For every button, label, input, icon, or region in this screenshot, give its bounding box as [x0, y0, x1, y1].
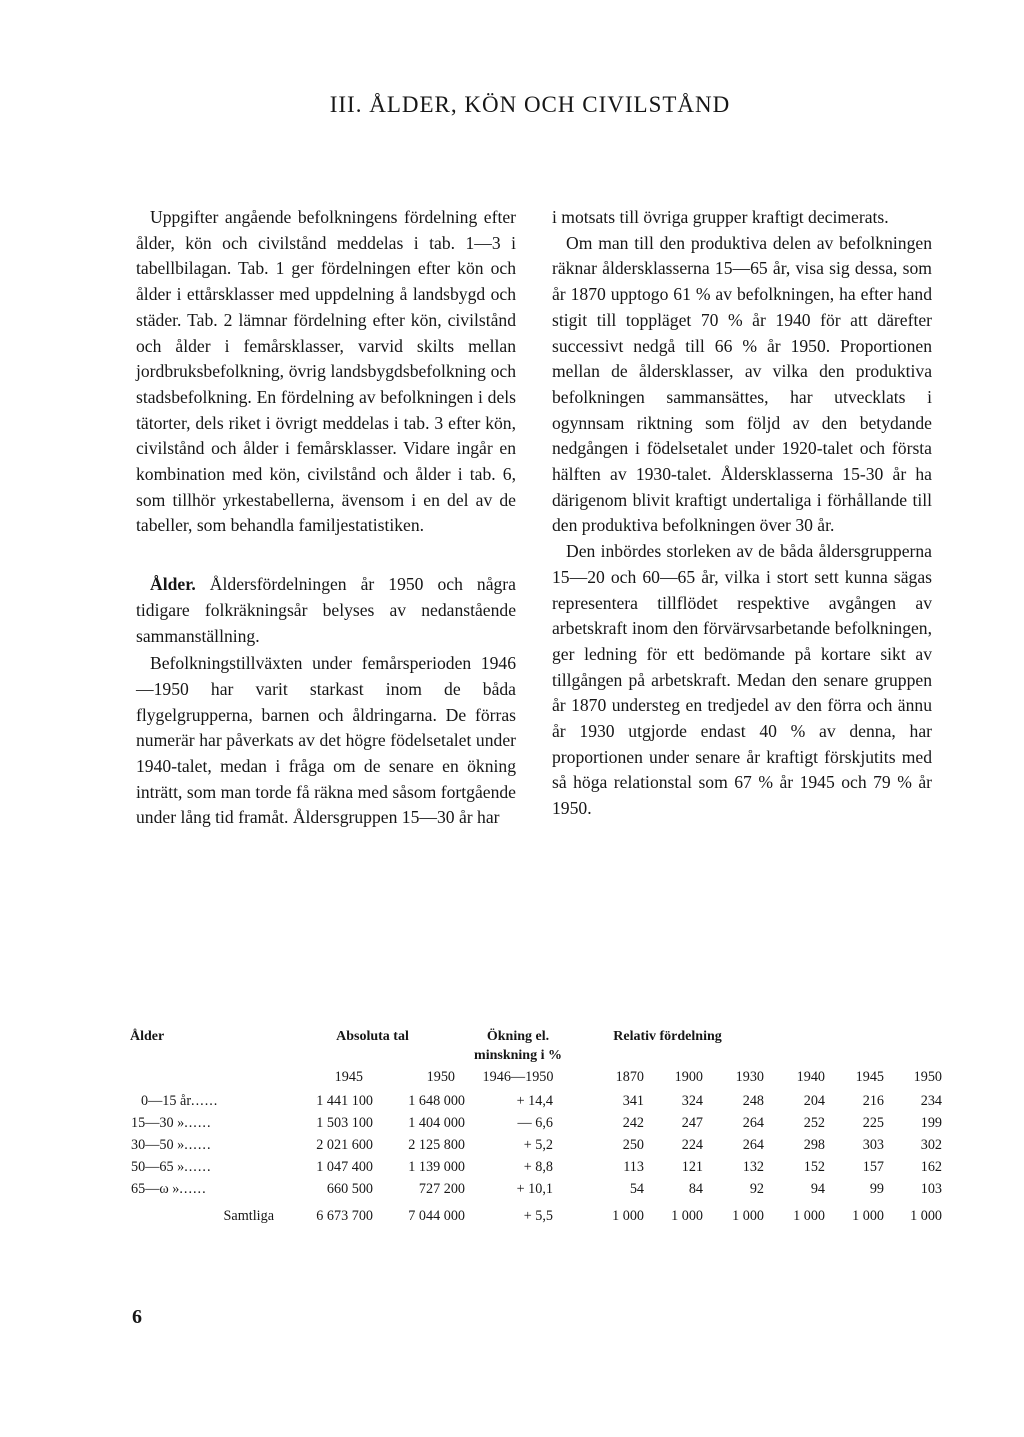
- table-cell: 727 200: [418, 1181, 465, 1197]
- header-absolute: Absoluta tal: [336, 1029, 409, 1044]
- table-row: [130, 1090, 942, 1112]
- table-cell: 94: [810, 1181, 825, 1197]
- table-cell: 204: [803, 1093, 825, 1109]
- table-row: [130, 1156, 942, 1178]
- year-header: 1945: [334, 1069, 363, 1085]
- year-header: 1950: [426, 1069, 455, 1085]
- table-cell: 199: [920, 1115, 942, 1131]
- left-column: [136, 205, 516, 831]
- year-header: 1940: [796, 1069, 825, 1085]
- header-age: Ålder: [130, 1029, 165, 1044]
- table-cell: 234: [920, 1093, 942, 1109]
- table-cell: + 5,5: [523, 1208, 553, 1224]
- table-cell: 84: [688, 1181, 703, 1197]
- table-cell: 303: [862, 1137, 884, 1153]
- table-cell: 2 021 600: [316, 1137, 373, 1153]
- row-label: 65—ω »......: [131, 1181, 207, 1197]
- page-title: III. ÅLDER, KÖN OCH CIVILSTÅND: [329, 92, 731, 117]
- table-cell: 224: [681, 1137, 703, 1153]
- page-number: 6: [132, 1306, 142, 1328]
- table-cell: 264: [742, 1115, 764, 1131]
- age-distribution-table: [130, 1026, 942, 1232]
- table-cell: 1 441 100: [316, 1093, 373, 1109]
- table-cell: 1 503 100: [316, 1115, 373, 1131]
- table-cell: + 5,2: [523, 1137, 553, 1153]
- table-years-row: [130, 1064, 942, 1090]
- total-label: Samtliga: [223, 1208, 274, 1224]
- table-cell: 247: [681, 1115, 703, 1131]
- table-row: [130, 1134, 942, 1156]
- table-row: [130, 1112, 942, 1134]
- year-header: 1930: [735, 1069, 764, 1085]
- age-section-paragraph: [136, 572, 516, 649]
- table-cell: + 8,8: [523, 1159, 553, 1175]
- table-cell: 298: [803, 1137, 825, 1153]
- table-cell: 302: [920, 1137, 942, 1153]
- table-cell: 92: [749, 1181, 764, 1197]
- table-total-row: [130, 1200, 942, 1232]
- header-relative: Relativ fördelning: [613, 1029, 722, 1044]
- table-cell: 250: [622, 1137, 644, 1153]
- table-cell: 121: [681, 1159, 703, 1175]
- table-cell: 264: [742, 1137, 764, 1153]
- table-cell: 225: [862, 1115, 884, 1131]
- table-cell: 132: [742, 1159, 764, 1175]
- table-cell: 157: [862, 1159, 884, 1175]
- year-header: 1900: [674, 1069, 703, 1085]
- table-cell: 1 000: [910, 1208, 942, 1224]
- table-cell: 103: [920, 1181, 942, 1197]
- header-change-2: minskning i %: [474, 1048, 562, 1063]
- table-cell: 7 044 000: [408, 1208, 465, 1224]
- continuation-paragraph: i motsats till övriga grupper kraftigt decimerats.: [552, 207, 889, 227]
- table-cell: 248: [742, 1093, 764, 1109]
- table-row: [130, 1178, 942, 1200]
- table-cell: 6 673 700: [316, 1208, 373, 1224]
- header-change: Ökning el.: [486, 1029, 550, 1044]
- table-cell: 324: [681, 1093, 703, 1109]
- table-cell: 1 047 400: [316, 1159, 373, 1175]
- table-cell: — 6,6: [517, 1115, 553, 1131]
- row-label: 15—30 »......: [131, 1115, 212, 1131]
- section-heading-alder: Ålder.: [150, 574, 196, 595]
- table-cell: + 14,4: [516, 1093, 553, 1109]
- table-cell: 1 000: [852, 1208, 884, 1224]
- table-cell: 1 000: [732, 1208, 764, 1224]
- right-column: [552, 205, 932, 822]
- row-label: 30—50 »......: [131, 1137, 212, 1153]
- table-cell: 341: [622, 1093, 644, 1109]
- table-cell: 252: [803, 1115, 825, 1131]
- table-cell: 2 125 800: [408, 1137, 465, 1153]
- age-section-text: Åldersfördelningen år 1950 och några tidigare folkräkningsår belyses av nedanstående sammanställning.: [136, 574, 516, 646]
- age-groups-paragraph: Den inbördes storleken av de båda åldersgrupperna 15—20 och 60—65 år, vilka i stort sett kunna sägas representera tillflödet respektive avgången av arbetskraft inom den förvärvsarbetande befolkningen, ger ledning för ett bedömande på kortare sikt av tillgången på arbetskraft. Medan den senare gruppen år 1870 understeg en tredjedel av den förra och ännu år 1930 utgjorde endast 40 % av denna, har proportionen under senare år kraftigt förskjutits med så höga relationstal som 67 % år 1945 och 79 % år 1950.: [552, 541, 932, 819]
- table-cell: 99: [869, 1181, 884, 1197]
- year-header: 1870: [615, 1069, 644, 1085]
- intro-paragraph: Uppgifter angående befolkningens fördelning efter ålder, kön och civilstånd meddelas i tab. 1—3 i tabellbilagan. Tab. 1 ger fördelningen efter kön och ålder i ettårsklasser med uppdelning å landsbygd och städer. Tab. 2 lämnar fördelning efter kön, civilstånd och ålder i femårsklasser, varvid skilts mellan jordbruksbefolkning, övrig landsbygdsbefolkning och stadsbefolkning. En fördelning av befolkningen i dels tätorter, dels riket i övrigt meddelas i tab. 3 efter kön, civilstånd och ålder i femårsklasser. Vidare ingår en kombination med kön, civilstånd och ålder i tab. 6, som tillhör yrkestabellerna, ävensom i en del av de tabeller, som behandla familjestatistiken.: [136, 207, 516, 536]
- row-label: 50—65 »......: [131, 1159, 212, 1175]
- table-cell: + 10,1: [516, 1181, 553, 1197]
- year-header: 1945: [855, 1069, 884, 1085]
- table-cell: 54: [629, 1181, 644, 1197]
- table-cell: 1 000: [612, 1208, 644, 1224]
- year-header: 1950: [913, 1069, 942, 1085]
- table-cell: 1 000: [793, 1208, 825, 1224]
- table-cell: 660 500: [326, 1181, 373, 1197]
- table-cell: 113: [623, 1159, 644, 1175]
- table-header-row-2: [130, 1048, 942, 1064]
- table-cell: 152: [803, 1159, 825, 1175]
- table-cell: 216: [862, 1093, 884, 1109]
- growth-paragraph: Befolkningstillväxten under femårsperioden 1946—1950 har varit starkast inom de båda flygelgrupperna, barnen och åldringarna. De förras numerär har påverkats av det högre födelsetalet under 1940-talet, medan i fråga om de senare en ökning inträtt, som man torde få räkna med såsom fortgående under lång tid framåt. Åldersgruppen 15—30 år har: [136, 653, 516, 828]
- table-header-row: [130, 1026, 942, 1048]
- table-cell: 242: [622, 1115, 644, 1131]
- table-cell: 1 648 000: [408, 1093, 465, 1109]
- table-cell: 162: [920, 1159, 942, 1175]
- year-header: 1946—1950: [482, 1069, 554, 1085]
- table-cell: 1 404 000: [408, 1115, 465, 1131]
- row-label: 0—15 år......: [141, 1093, 219, 1109]
- table-cell: 1 000: [671, 1208, 703, 1224]
- table-cell: 1 139 000: [408, 1159, 465, 1175]
- productive-population-paragraph: Om man till den produktiva delen av befolkningen räknar åldersklasserna 15—65 år, visa sig dessa, som år 1870 upptogo 61 % av befolkningen, ha efter hand stigit till toppläget 70 % år 1940 för att därefter successivt nedgå till 66 % år 1950. Proportionen mellan de åldersklasser, av vilka den produktiva befolkningen sammansättes, har utvecklats i ogynnsam riktning som följd av den betydande nedgången i födelsetalet under 1920-talet och första hälften av 1930-talet. Åldersklasserna 15-30 år ha därigenom blivit kraftigt undertaliga i förhållande till den produktiva befolkningen över 30 år.: [552, 232, 932, 536]
